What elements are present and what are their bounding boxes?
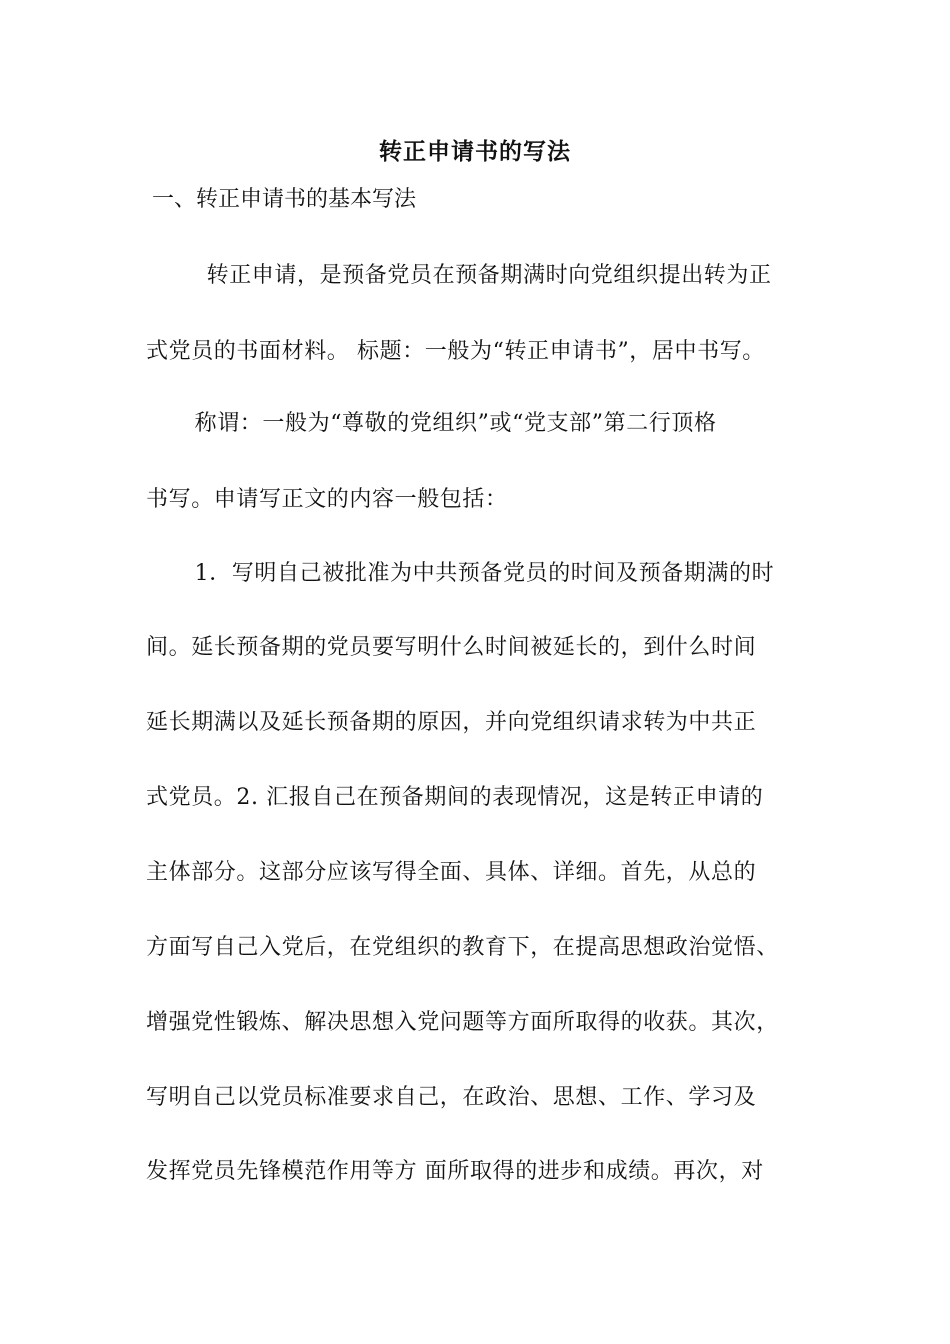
paragraph-line: 方面写自己入党后，在党组织的教育下，在提高思想政治觉悟、: [146, 935, 779, 960]
paragraph-line: 增强党性锻炼、解决思想入党问题等方面所取得的收获。其次，: [146, 1010, 779, 1035]
section-heading: 一、转正申请书的基本写法: [152, 187, 417, 212]
paragraph-line: 转正申请，是预备党员在预备期满时向党组织提出转为正: [184, 263, 772, 288]
paragraph-line: 式党员的书面材料。 标题：一般为“转正申请书”，居中书写。: [146, 339, 765, 364]
paragraph-line: 间。延长预备期的党员要写明什么时间被延长的，到什么时间: [146, 635, 757, 660]
paragraph-line: 延长期满以及延长预备期的原因，并向党组织请求转为中共正: [146, 710, 757, 735]
paragraph-line: 写明自己以党员标准要求自己，在政治、思想、工作、学习及: [146, 1085, 757, 1110]
paragraph-line: 称谓：一般为“尊敬的党组织”或“党支部”第二行顶格: [172, 411, 717, 436]
paragraph-line: 发挥党员先锋模范作用等方 面所取得的进步和成绩。再次，对: [146, 1159, 764, 1184]
paragraph-line: 书写。申请写正文的内容一般包括：: [146, 487, 508, 512]
paragraph-line: 式党员。2. 汇报自己在预备期间的表现情况，这是转正申请的: [146, 785, 764, 810]
document-title: 转正申请书的写法: [379, 138, 571, 165]
paragraph-line: 主体部分。这部分应该写得全面、具体、详细。首先，从总的: [146, 860, 757, 885]
paragraph-line: 1．写明自己被批准为中共预备党员的时间及预备期满的时: [172, 561, 775, 586]
